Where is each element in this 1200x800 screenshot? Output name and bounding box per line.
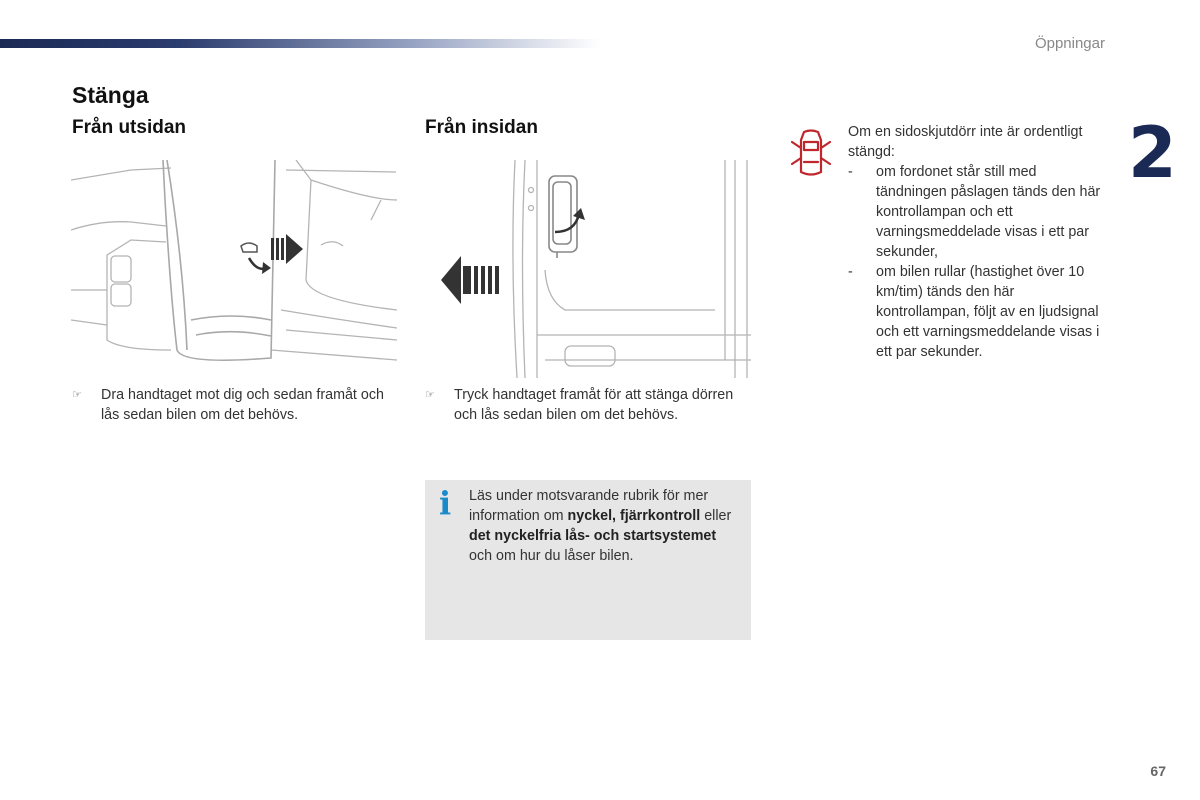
info-text-part: eller [700,508,732,524]
warning-item-text: om fordonet står still med tändningen påslagen tänds den här kontrollampan och ett varningsmeddelade visas i ett par sekunder, [876,164,1101,260]
warning-list-item [848,262,1108,362]
pointing-hand-icon: ☞ [425,389,435,401]
chapter-number: 2 [1128,112,1177,194]
info-text [469,486,739,566]
info-text-bold: det nyckelfria lås- och startsystemet [469,528,717,544]
door-open-warning-lamp-icon [788,128,834,180]
warning-item-text: om bilen rullar (hastighet över 10 km/tim) tänds den här kontrollampan, följt av en ljudsignal och ett varningsmeddelande visas i ett par sekunder. [876,264,1100,360]
section-label: Öppningar [1034,35,1105,52]
heading-outside: Från utsidan [72,117,187,138]
sliding-door-inside-handle-illustration [425,160,751,378]
pointing-hand-icon: ☞ [72,389,82,401]
info-icon: i [439,484,452,522]
info-text-bold: nyckel, fjärrkontroll [567,508,701,524]
info-text-part: och om hur du låser bilen. [469,548,634,564]
figure-inside [425,160,751,378]
list-dash: - [848,164,853,180]
header-gradient-bar [0,39,600,48]
page-number: 67 [1150,763,1166,779]
list-dash: - [848,264,853,280]
warning-list-item [848,162,1108,262]
figure-outside [71,160,397,378]
warning-intro: Om en sidoskjutdörr inte är ordentligt stängd: [848,124,1083,160]
warning-description [848,122,1108,362]
page-title: Stänga [72,82,149,108]
instruction-inside [425,385,755,425]
van-sliding-door-outside-illustration [71,160,397,378]
info-box [425,480,751,640]
heading-inside: Från insidan [425,117,538,138]
info-text-part: Läs under motsvarande rubrik för mer information om [469,488,709,524]
instruction-outside [72,385,392,425]
instruction-inside-text: Tryck handtaget framåt för att stänga dörren och lås sedan bilen om det behövs. [454,387,734,423]
instruction-outside-text: Dra handtaget mot dig och sedan framåt och lås sedan bilen om det behövs. [101,387,384,423]
